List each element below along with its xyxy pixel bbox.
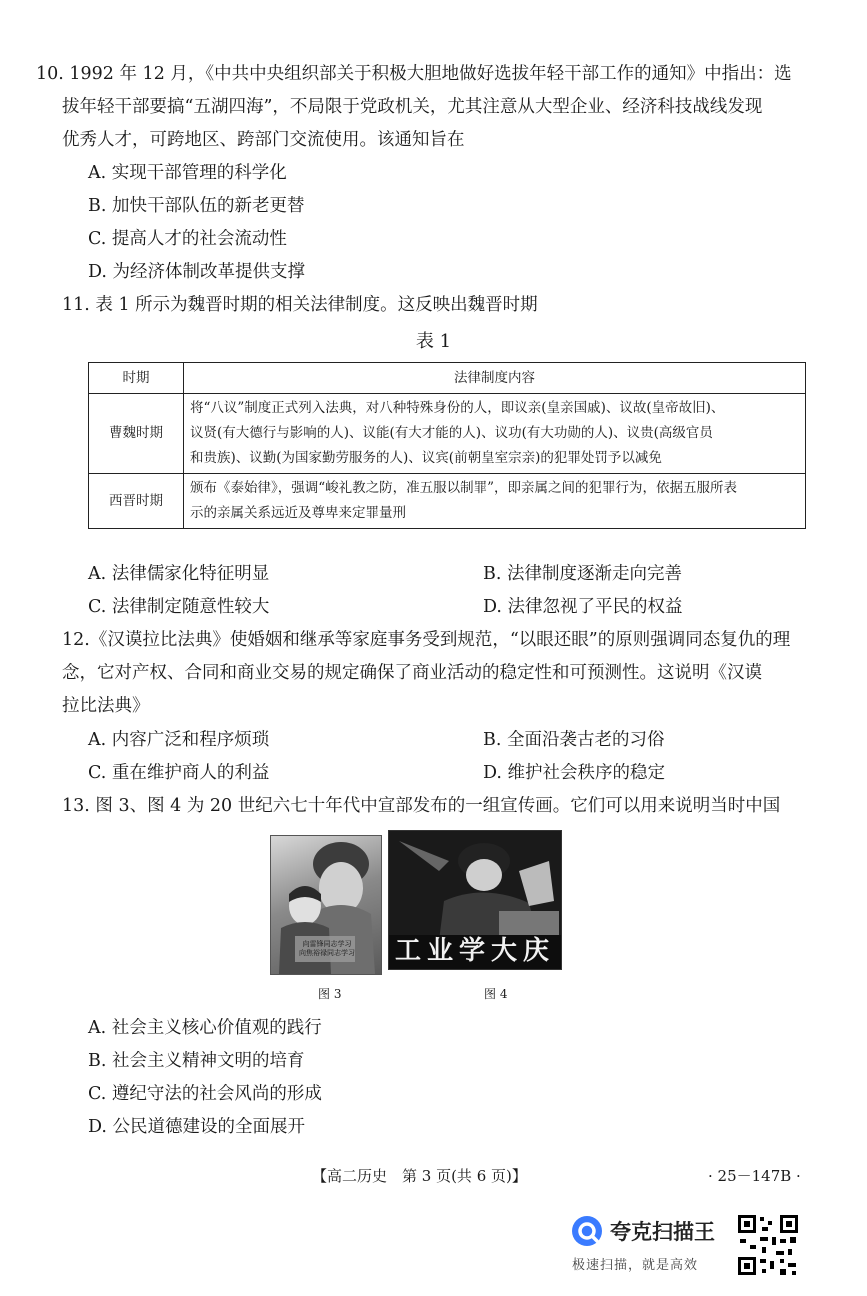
q10-option-c[interactable]: C. 提高人才的社会流动性 bbox=[88, 229, 287, 249]
row-content-line: 将“八议”制度正式列入法典，对八种特殊身份的人，即议亲(皇亲国戚)、议故(皇帝故旧)、 bbox=[190, 400, 725, 416]
header-period: 时期 bbox=[89, 363, 184, 394]
q13-option-b[interactable]: B. 社会主义精神文明的培育 bbox=[88, 1051, 305, 1071]
q13-option-d[interactable]: D. 公民道德建设的全面展开 bbox=[88, 1117, 306, 1137]
q12-line-3: 拉比法典》 bbox=[62, 696, 150, 716]
q10-option-d[interactable]: D. 为经济体制改革提供支撑 bbox=[88, 262, 306, 282]
row-period: 曹魏时期 bbox=[89, 394, 184, 474]
q11-option-c[interactable]: C. 法律制定随意性较大 bbox=[88, 597, 270, 617]
scanner-slogan: 极速扫描，就是高效 bbox=[572, 1258, 699, 1273]
q13-option-c[interactable]: C. 遵纪守法的社会风尚的形成 bbox=[88, 1084, 322, 1104]
exam-code: · 25－147B · bbox=[708, 1167, 801, 1185]
figure-4-caption: 工业学大庆 bbox=[395, 936, 556, 966]
figure-3-caption-line: 向雷锋同志学习 bbox=[302, 940, 352, 948]
poster-figures bbox=[270, 830, 570, 1005]
q10-option-a[interactable]: A. 实现干部管理的科学化 bbox=[88, 163, 287, 183]
law-table bbox=[88, 362, 806, 529]
q10-line-1: 10. 1992 年 12 月，《中共中央组织部关于积极大胆地做好选拔年轻干部工作的通知》中指出：选 bbox=[36, 64, 792, 84]
table-row bbox=[89, 394, 806, 474]
row-period: 西晋时期 bbox=[89, 474, 184, 529]
q12-option-c[interactable]: C. 重在维护商人的利益 bbox=[88, 763, 270, 783]
table-row bbox=[89, 474, 806, 529]
page-footer: 【高二历史 第 3 页(共 6 页)】 bbox=[312, 1167, 527, 1185]
scanner-brand-name: 夸克扫描王 bbox=[610, 1220, 715, 1244]
figure-3-caption-line: 向焦裕禄同志学习 bbox=[299, 949, 355, 957]
q13-stem: 13. 图 3、图 4 为 20 世纪六七十年代中宣部发布的一组宣传画。它们可以用来说明当时中国 bbox=[62, 796, 781, 816]
figure-3-label: 图 3 bbox=[318, 987, 342, 1001]
figure-3-caption bbox=[297, 940, 357, 958]
scanner-watermark bbox=[570, 1212, 730, 1282]
figure-4-poster bbox=[388, 830, 562, 970]
q12-line-2: 念，它对产权、合同和商业交易的规定确保了商业活动的稳定性和可预测性。这说明《汉谟 bbox=[62, 663, 762, 683]
q12-option-d[interactable]: D. 维护社会秩序的稳定 bbox=[483, 763, 666, 783]
scanner-logo-icon bbox=[570, 1214, 604, 1248]
q12-option-a[interactable]: A. 内容广泛和程序烦琐 bbox=[88, 730, 270, 750]
q11-stem: 11. 表 1 所示为魏晋时期的相关法律制度。这反映出魏晋时期 bbox=[62, 295, 538, 315]
q10-line-2: 拔年轻干部要搞“五湖四海”，不局限于党政机关，尤其注意从大型企业、经济科技战线发现 bbox=[62, 97, 763, 117]
row-content bbox=[184, 394, 806, 474]
row-content-line: 议贤(有大德行与影响的人)、议能(有大才能的人)、议功(有大功勋的人)、议贵(高级官员 bbox=[190, 425, 713, 441]
question-12 bbox=[62, 624, 807, 723]
q13-option-a[interactable]: A. 社会主义核心价值观的践行 bbox=[88, 1018, 322, 1038]
table-header-row bbox=[89, 363, 806, 394]
q11-option-b[interactable]: B. 法律制度逐渐走向完善 bbox=[483, 564, 682, 584]
row-content-line: 示的亲属关系远近及尊卑来定罪量刑 bbox=[190, 505, 406, 521]
row-content-line: 和贵族)、议勤(为国家勤劳服务的人)、议宾(前朝皇室宗亲)的犯罪处罚予以减免 bbox=[190, 450, 662, 466]
figure-3-poster bbox=[270, 835, 382, 975]
header-content: 法律制度内容 bbox=[184, 363, 806, 394]
q10-line-3: 优秀人才，可跨地区、跨部门交流使用。该通知旨在 bbox=[62, 130, 465, 150]
row-content-line: 颁布《泰始律》，强调“峻礼教之防，准五服以制罪”，即亲属之间的犯罪行为，依据五服所表 bbox=[190, 480, 738, 496]
q12-option-b[interactable]: B. 全面沿袭古老的习俗 bbox=[483, 730, 665, 750]
q10-option-b[interactable]: B. 加快干部队伍的新老更替 bbox=[88, 196, 305, 216]
question-10 bbox=[36, 58, 807, 157]
q11-option-a[interactable]: A. 法律儒家化特征明显 bbox=[88, 564, 270, 584]
qr-code-icon bbox=[736, 1213, 800, 1277]
figure-4-label: 图 4 bbox=[484, 987, 508, 1001]
q12-line-1: 12.《汉谟拉比法典》使婚姻和继承等家庭事务受到规范，“以眼还眼”的原则强调同态复仇的理 bbox=[62, 630, 791, 650]
table-caption: 表 1 bbox=[415, 331, 452, 352]
row-content bbox=[184, 474, 806, 529]
q11-option-d[interactable]: D. 法律忽视了平民的权益 bbox=[483, 597, 683, 617]
